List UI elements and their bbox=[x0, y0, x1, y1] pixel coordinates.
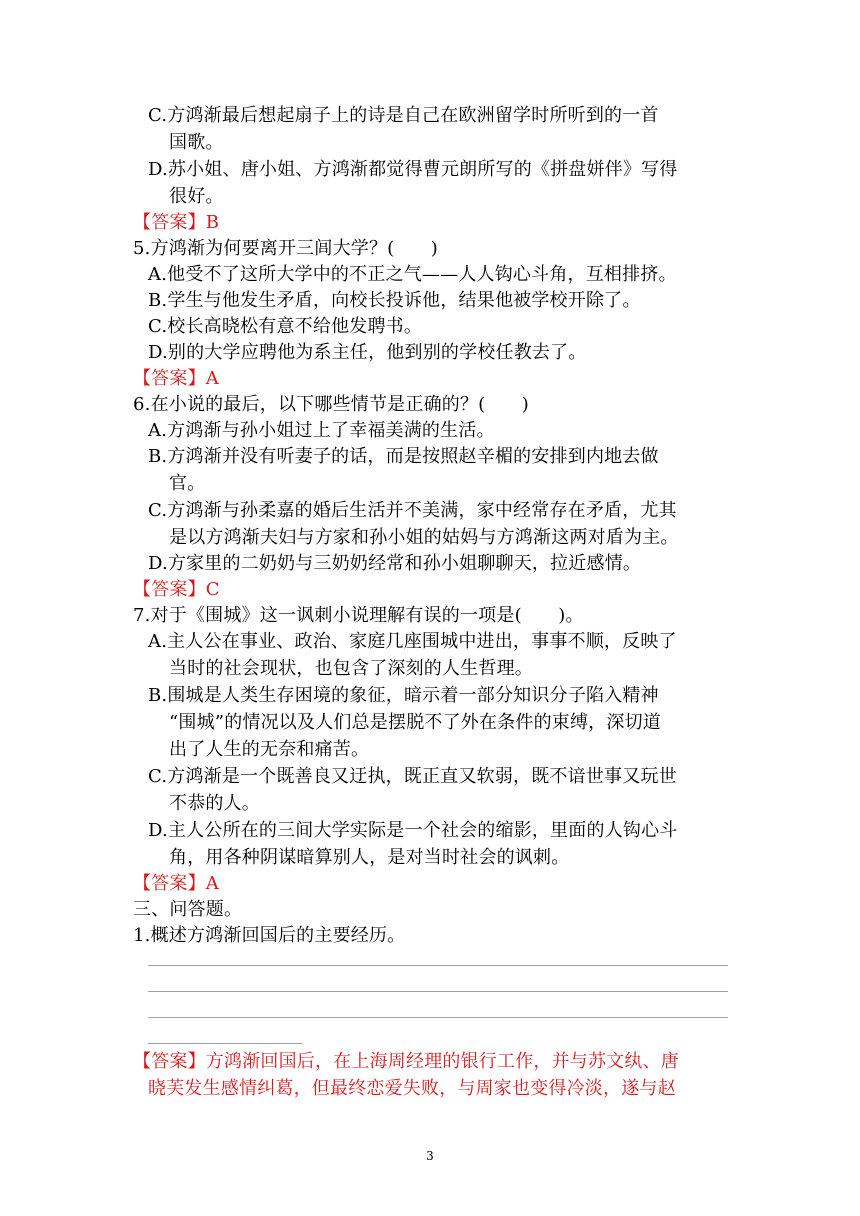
q5-answer: 【答案】A bbox=[133, 368, 219, 389]
q6-stem: 6.在小说的最后，以下哪些情节是正确的？( ) bbox=[133, 394, 530, 415]
answer-blank-line bbox=[148, 1017, 728, 1018]
q7-option-b-line1: B.围城是人类生存困境的象征，暗示着一部分知识分子陷入精神 bbox=[148, 685, 659, 706]
answer-blank-line bbox=[148, 965, 728, 966]
page-number: 3 bbox=[426, 1149, 434, 1163]
q7-option-a-line1: A.主人公在事业、政治、家庭几座围城中进出，事事不顺，反映了 bbox=[148, 631, 677, 652]
q4-option-c-line1: C.方鸿渐最后想起扇子上的诗是自己在欧洲留学时所听到的一首 bbox=[148, 105, 659, 126]
q6-option-c-line1: C.方鸿渐与孙柔嘉的婚后生活并不美满，家中经常存在矛盾，尤其 bbox=[148, 500, 677, 521]
q5-stem: 5.方鸿渐为何要离开三闾大学？( ) bbox=[133, 238, 439, 259]
answer-blank-line bbox=[148, 991, 728, 992]
q5-option-a: A.他受不了这所大学中的不正之气——人人钩心斗角，互相排挤。 bbox=[148, 264, 677, 285]
q6-option-c-line2: 是以方鸿渐夫妇与方家和孙小姐的姑妈与方鸿渐这两对盾为主。 bbox=[169, 527, 679, 548]
q6-option-d: D.方家里的二奶奶与三奶奶经常和孙小姐聊聊天，拉近感情。 bbox=[148, 553, 642, 574]
q7-stem: 7.对于《围城》这一讽刺小说理解有误的一项是( )。 bbox=[133, 605, 584, 626]
q6-option-a: A.方鸿渐与孙小姐过上了幸福美满的生活。 bbox=[148, 420, 495, 441]
s3-q1-answer-line2: 晓芙发生感情纠葛，但最终恋爱失败，与周家也变得冷淡，遂与赵 bbox=[148, 1078, 676, 1099]
answer-blank-line-short bbox=[148, 1043, 302, 1044]
q7-option-b-line2: “围城”的情况以及人们总是摆脱不了外在条件的束缚，深切道 bbox=[169, 712, 662, 733]
q6-answer: 【答案】C bbox=[133, 579, 220, 600]
q7-option-a-line2: 当时的社会现状，也包含了深刻的人生哲理。 bbox=[169, 658, 533, 679]
q7-option-c-line1: C.方鸿渐是一个既善良又迂执，既正直又软弱，既不谙世事又玩世 bbox=[148, 766, 677, 787]
q7-option-b-line3: 出了人生的无奈和痛苦。 bbox=[169, 739, 370, 760]
q7-option-d-line1: D.主人公所在的三间大学实际是一个社会的缩影，里面的人钩心斗 bbox=[148, 820, 678, 841]
q7-option-d-line2: 角，用各种阴谋暗算别人，是对当时社会的讽刺。 bbox=[169, 847, 570, 868]
s3-q1-answer-line1: 【答案】方鸿渐回国后，在上海周经理的银行工作，并与苏文纨、唐 bbox=[133, 1051, 679, 1072]
q6-option-b-line1: B.方鸿渐并没有听妻子的话，而是按照赵辛楣的安排到内地去做 bbox=[148, 446, 659, 467]
section-heading: 三、问答题。 bbox=[133, 899, 243, 920]
q5-option-b: B.学生与他发生矛盾，向校长投诉他，结果他被学校开除了。 bbox=[148, 290, 641, 311]
q4-answer: 【答案】B bbox=[133, 212, 220, 233]
q4-option-d-line2: 很好。 bbox=[169, 186, 224, 207]
q4-option-d-line1: D.苏小姐、唐小姐、方鸿渐都觉得曹元朗所写的《拼盘姘伴》写得 bbox=[148, 159, 678, 180]
q5-option-d: D.别的大学应聘他为系主任，他到别的学校任教去了。 bbox=[148, 342, 587, 363]
q7-answer: 【答案】A bbox=[133, 873, 219, 894]
q6-option-b-line2: 官。 bbox=[169, 473, 206, 494]
q4-option-c-line2: 国歌。 bbox=[169, 132, 224, 153]
s3-q1-stem: 1.概述方鸿渐回国后的主要经历。 bbox=[133, 925, 406, 946]
q5-option-c: C.校长高晓松有意不给他发聘书。 bbox=[148, 316, 423, 337]
q7-option-c-line2: 不恭的人。 bbox=[169, 793, 260, 814]
